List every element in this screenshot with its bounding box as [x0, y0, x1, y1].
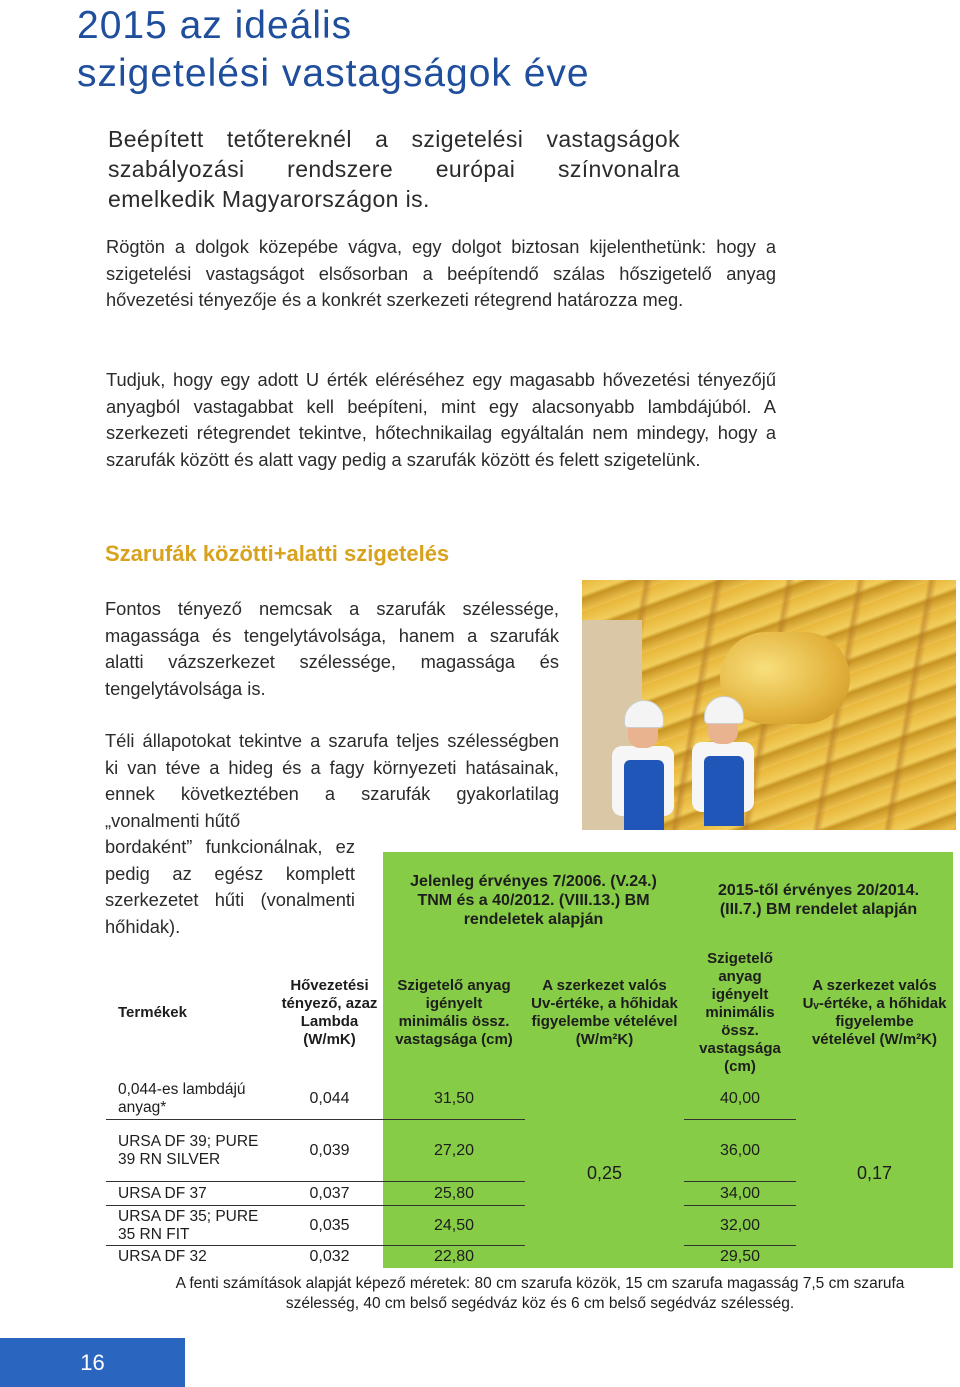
- column-header-thickness-2015: Szigetelő anyag igényelt minimális össz. vastagsága (cm): [684, 948, 796, 1078]
- product-cell: URSA DF 39; PURE 39 RN SILVER: [106, 1120, 276, 1182]
- thickness-current-cell: 24,50: [383, 1206, 525, 1246]
- workers-installing-insulation-photo: [582, 580, 956, 830]
- column-header-lambda: Hővezetési tényező, azaz Lambda (W/mK): [281, 977, 378, 1048]
- product-cell: URSA DF 37: [106, 1182, 276, 1206]
- product-cell: URSA DF 35; PURE 35 RN FIT: [106, 1206, 276, 1246]
- thickness-2015-cell: 40,00: [684, 1078, 796, 1120]
- thickness-current-cell: 25,80: [383, 1182, 525, 1206]
- column-header-thickness-current: Szigetelő anyag igényelt minimális össz. vastagsága (cm): [383, 948, 525, 1078]
- lambda-cell: 0,044: [276, 1078, 383, 1120]
- lambda-cell: 0,035: [276, 1206, 383, 1246]
- thickness-current-cell: 31,50: [383, 1078, 525, 1120]
- page-title: [77, 2, 877, 98]
- footnote: A fenti számítások alapját képező méretek: 80 cm szarufa közök, 15 cm szarufa magasság 7,5 cm szarufa szélesség, 40 cm belső segédváz köz és 6 cm belső segédváz szélesség.: [175, 1275, 905, 1312]
- paragraph-1: Rögtön a dolgok közepébe vágva, egy dolgot biztosan kijelenthetünk: hogy a szigetelési vastagságot elsősorban a beépítendő szálas hőszigetelő anyag hővezetési tényezője és a konkrét szerkezeti rétegrend határozza meg.: [106, 236, 776, 310]
- column-text-2: Téli állapotokat tekintve a szarufa teljes szélességben ki van téve a hideg és a fagy környezeti hatásainak, ennek következtében a szarufák gyakorlatilag „vonalmenti hűtő: [105, 730, 559, 831]
- insulation-thickness-table: [106, 852, 953, 1268]
- worker-figure: [686, 696, 758, 826]
- lambda-cell: 0,032: [309, 1248, 350, 1265]
- thickness-2015-cell: 34,00: [684, 1182, 796, 1206]
- paragraph-2: Tudjuk, hogy egy adott U érték eléréséhez egy magasabb hővezetési tényezőjű anyagból vastagabbat kell beépíteni, mint egy alacsonyabb lambdájúból. A szerkezeti rétegrendet tekintve, hőtechnikailag egyáltalán nem mindegy, hogy a szarufák között és alatt vagy pedig a szarufák között és felett szigetelünk.: [106, 369, 776, 470]
- section-title: Szarufák közötti+alatti szigetelés: [105, 541, 450, 566]
- column-header-products: Termékek: [118, 1004, 187, 1021]
- uv-2015-value: 0,17: [796, 1078, 953, 1268]
- thickness-current-cell: 22,80: [383, 1246, 525, 1268]
- column-text-1: Fontos tényező nemcsak a szarufák szélessége, magassága és tengelytávolsága, hanem a szarufák alatti vázszerkezet szélessége, magassága és tengelytávolsága is.: [105, 598, 559, 699]
- thickness-2015-cell: 32,00: [684, 1206, 796, 1246]
- title-line-2: szigetelési vastagságok éve: [77, 52, 590, 95]
- group-header-2015: 2015-től érvényes 20/2014. (III.7.) BM rendelet alapján: [684, 852, 953, 948]
- thickness-2015-cell: 36,00: [684, 1120, 796, 1182]
- group-header-current: Jelenleg érvényes 7/2006. (V.24.) TNM és a 40/2012. (VIII.13.) BM rendeletek alapján: [383, 852, 684, 948]
- page-number-box: [0, 1338, 185, 1387]
- thickness-2015-cell: 29,50: [684, 1246, 796, 1268]
- column-text-3: bordaként” funkcionálnak, ez pedig az egész komplett szerkezetet hűti (vonalmenti hőhidak).: [105, 836, 355, 937]
- lambda-cell: 0,039: [276, 1120, 383, 1182]
- column-header-uv-2015: A szerkezet valós Uᵥ-értéke, a hőhidak figyelembe vételével (W/m²K): [796, 948, 953, 1078]
- product-cell: URSA DF 32: [118, 1248, 207, 1265]
- uv-current-value: 0,25: [525, 1078, 684, 1268]
- page-number: 16: [80, 1349, 105, 1375]
- lambda-cell: 0,037: [276, 1182, 383, 1206]
- thickness-current-cell: 27,20: [383, 1120, 525, 1182]
- title-line-1: 2015 az ideális: [77, 4, 353, 47]
- intro-text: Beépített tetőtereknél a szigetelési vastagságok szabályozási rendszere európai színvonalra emelkedik Magyarországon is.: [108, 126, 680, 212]
- product-cell: 0,044-es lambdájú anyag*: [106, 1078, 276, 1120]
- column-header-uv-current: A szerkezet valós Uv-értéke, a hőhidak figyelembe vételével (W/m²K): [525, 948, 684, 1078]
- worker-figure: [606, 700, 678, 830]
